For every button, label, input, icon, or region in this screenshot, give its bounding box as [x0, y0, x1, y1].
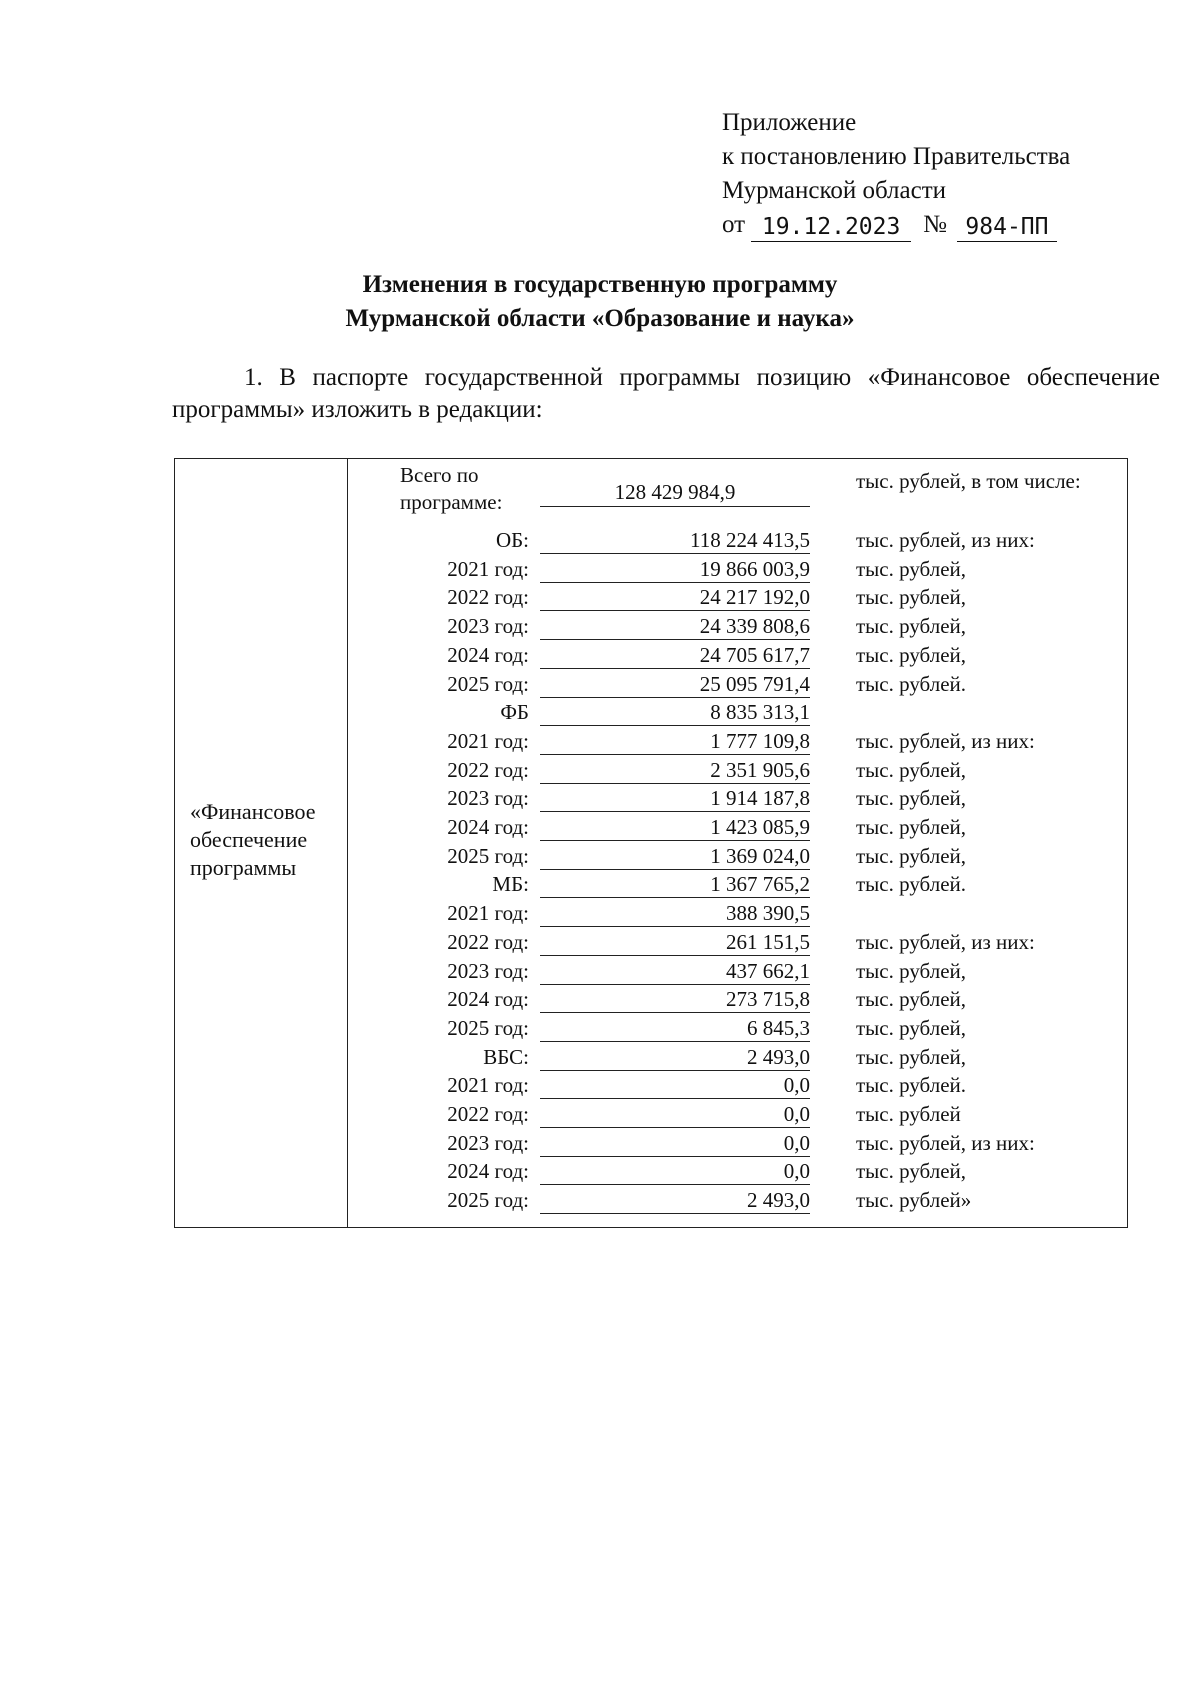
- document-title-line1: Изменения в государственную программу: [362, 271, 838, 298]
- row-amount: 19 866 003,9: [540, 556, 810, 583]
- row-label: 2022 год:: [447, 1102, 529, 1126]
- row-amount: 261 151,5: [540, 929, 810, 956]
- row-amount: 1 914 187,8: [540, 785, 810, 812]
- row-unit: тыс. рублей, из них:: [856, 528, 1035, 552]
- row-label: 2023 год:: [447, 786, 529, 811]
- document-title: [0, 268, 1200, 336]
- row-label: 2021 год:: [447, 728, 529, 753]
- total-label: Всего по программе:: [400, 463, 503, 514]
- decree-date-prefix: от: [722, 211, 746, 238]
- row-label: ОБ:: [495, 528, 529, 552]
- row-label: 2025 год:: [447, 671, 529, 696]
- total-unit: тыс. рублей, в том числе:: [856, 469, 1081, 493]
- row-amount: 1 423 085,9: [540, 814, 810, 841]
- row-label: 2025 год:: [447, 1015, 529, 1040]
- row-unit: тыс. рублей,: [856, 815, 967, 839]
- decree-number-sign: №: [923, 211, 947, 238]
- row-amount: 1 777 109,8: [540, 728, 810, 755]
- row-label: 2024 год:: [447, 815, 529, 839]
- row-unit: тыс. рублей.: [856, 1073, 967, 1098]
- row-unit: тыс. рублей, из них:: [856, 728, 1035, 753]
- total-amount: 128 429 984,9: [540, 478, 810, 507]
- row-amount: 0,0: [540, 1130, 810, 1157]
- row-amount: 118 224 413,5: [540, 527, 810, 554]
- row-unit: тыс. рублей,: [856, 987, 967, 1012]
- row-unit: тыс. рублей,: [856, 642, 967, 667]
- row-label: ФБ: [500, 700, 529, 725]
- row-label: 2024 год:: [447, 642, 529, 667]
- row-label: 2022 год:: [447, 585, 529, 610]
- row-unit: тыс. рублей, из них:: [856, 929, 1035, 954]
- row-label: 2024 год:: [447, 987, 529, 1012]
- row-amount: 2 493,0: [540, 1187, 810, 1214]
- appendix-header: [722, 106, 1070, 242]
- row-amount: 0,0: [540, 1072, 810, 1099]
- row-amount: 8 835 313,1: [540, 699, 810, 726]
- table-column-divider: [347, 458, 348, 1228]
- row-unit: тыс. рублей.: [856, 671, 967, 696]
- row-amount: 2 351 905,6: [540, 757, 810, 784]
- row-unit: тыс. рублей»: [856, 1188, 972, 1213]
- row-label: 2021 год:: [447, 901, 529, 926]
- row-unit: тыс. рублей,: [856, 614, 967, 639]
- financing-position-label: «Финансовое обеспечение программы: [190, 799, 316, 880]
- row-label: 2024 год:: [447, 1159, 529, 1184]
- row-amount: 24 217 192,0: [540, 584, 810, 611]
- row-label: 2021 год:: [447, 556, 529, 581]
- row-amount: 0,0: [540, 1158, 810, 1185]
- decree-date: 19.12.2023: [751, 213, 911, 242]
- row-amount: 388 390,5: [540, 900, 810, 927]
- row-label: ВБС:: [483, 1044, 529, 1069]
- row-amount: 25 095 791,4: [540, 671, 810, 698]
- row-unit: тыс. рублей.: [856, 872, 967, 897]
- row-unit: тыс. рублей, из них:: [856, 1130, 1035, 1155]
- row-unit: тыс. рублей,: [856, 556, 967, 581]
- row-unit: тыс. рублей,: [856, 757, 967, 782]
- appendix-title: Приложение: [722, 109, 857, 136]
- row-unit: тыс. рублей,: [856, 1159, 967, 1184]
- row-unit: тыс. рублей,: [856, 1044, 967, 1069]
- row-label: 2025 год:: [447, 843, 529, 868]
- row-amount: 2 493,0: [540, 1044, 810, 1071]
- appendix-subtitle: к постановлению Правительства: [722, 143, 1071, 170]
- row-amount: 1 369 024,0: [540, 843, 810, 870]
- row-amount: 6 845,3: [540, 1015, 810, 1042]
- row-label: 2023 год:: [447, 614, 529, 639]
- row-unit: тыс. рублей,: [856, 958, 967, 983]
- row-label: 2022 год:: [447, 929, 529, 954]
- row-label: 2021 год:: [447, 1073, 529, 1098]
- row-unit: тыс. рублей,: [856, 585, 967, 610]
- row-label: 2023 год:: [447, 958, 529, 983]
- paragraph-1: [172, 362, 1160, 426]
- row-amount: 24 339 808,6: [540, 613, 810, 640]
- row-amount: 437 662,1: [540, 958, 810, 985]
- row-label: МБ:: [492, 872, 529, 897]
- appendix-region: Мурманской области: [722, 177, 947, 204]
- row-amount: 0,0: [540, 1101, 810, 1128]
- row-amount: 24 705 617,7: [540, 642, 810, 669]
- row-amount: 273 715,8: [540, 986, 810, 1013]
- paragraph-number: 1.: [244, 364, 263, 391]
- row-unit: тыс. рублей,: [856, 1015, 967, 1040]
- row-unit: тыс. рублей,: [856, 843, 967, 868]
- row-unit: тыс. рублей: [856, 1102, 961, 1126]
- row-unit: тыс. рублей,: [856, 786, 967, 811]
- decree-number: 984-ПП: [957, 213, 1057, 242]
- decree-reference: [722, 208, 1070, 242]
- row-amount: 1 367 765,2: [540, 871, 810, 898]
- row-label: 2023 год:: [447, 1130, 529, 1155]
- paragraph-text: В паспорте государственной программы позицию «Финансовое обеспечение программы» изложить в редакции:: [172, 364, 1160, 423]
- document-title-line2: Мурманской области «Образование и наука»: [345, 305, 855, 332]
- row-label: 2025 год:: [447, 1188, 529, 1213]
- row-label: 2022 год:: [447, 757, 529, 782]
